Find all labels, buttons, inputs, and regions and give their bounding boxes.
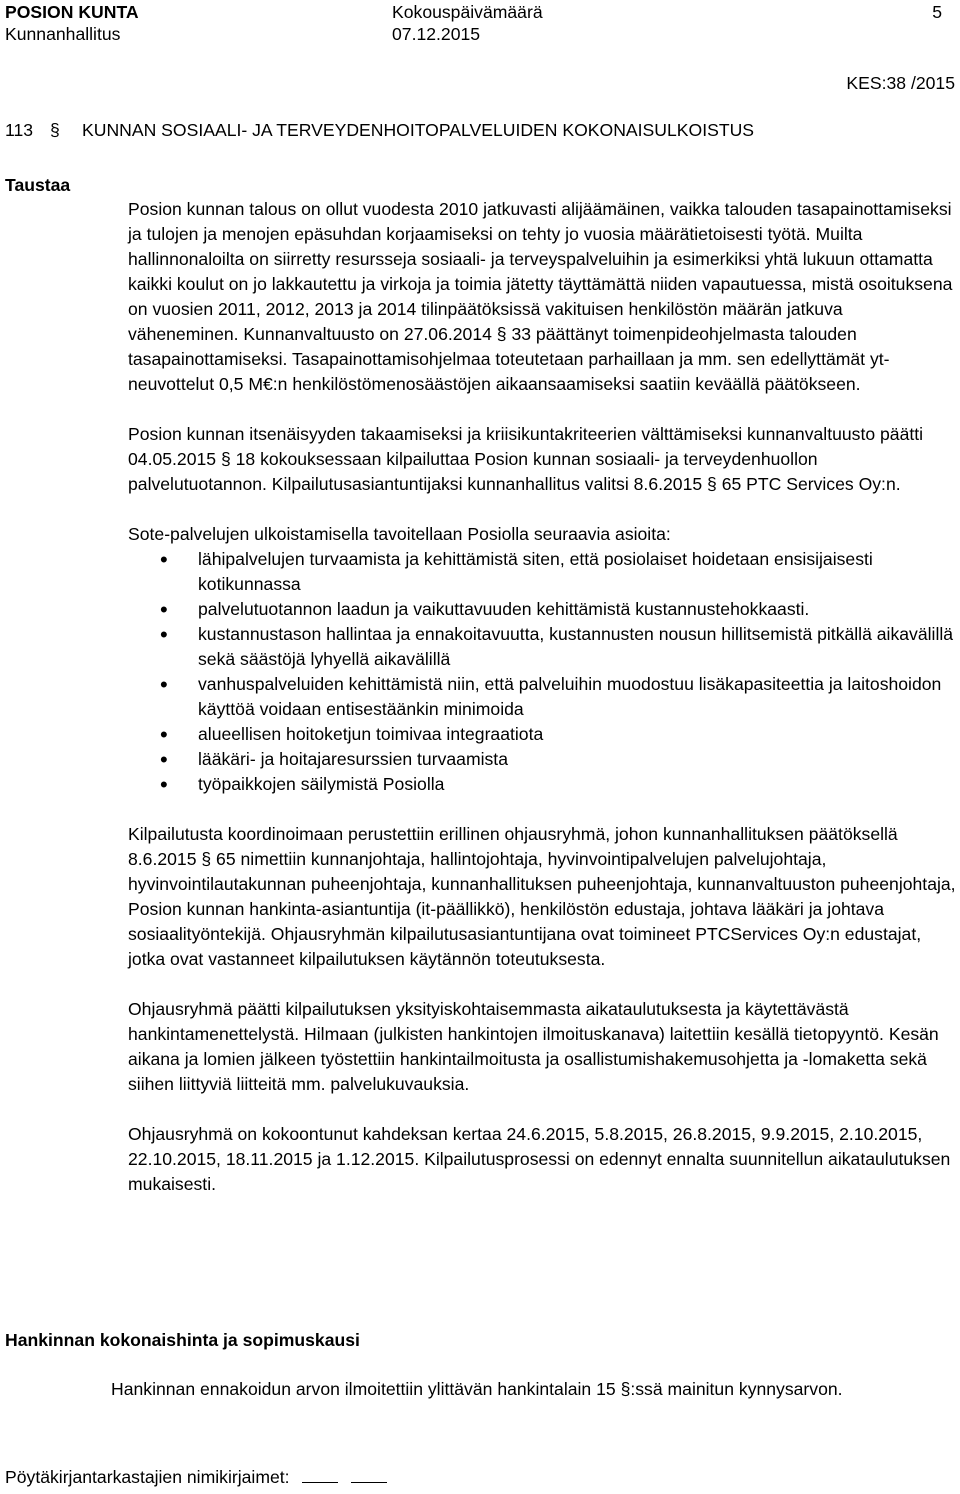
paragraph-schedule: Ohjausryhmä päätti kilpailutuksen yksityiskohtaisemmasta aikataulutuksesta ja käytettävästä hankintamenettelystä. Hilmaan (julkisten hankintojen ilmoituskanava) laitettiin kesällä tietopyyntö. Kesän aikana ja lomien jälkeen työstettiin hankintailmoitusta ja osallistumishakemusohjetta ja -lomaketta sekä siihen liittyviä liitteitä mm. palvelukuvauksia.: [128, 999, 939, 1094]
paragraph-finances: Posion kunnan talous on ollut vuodesta 2010 jatkuvasti alijäämäinen, vaikka talouden tasapainottamiseksi ja tulojen ja menojen epäsuhdan korjaamiseksi on tehty jo vuosia määrätietoisesti työtä. Muilta hallinnonaloilta on siirretty resursseja sosiaali- ja terveyspalveluihin ja esimerkiksi yhtä lukuun ottamatta kaikki koulut on jo lakkautettu ja virkoja ja toimia jätetty täyttämättä niiden vapautuessa, mistä osoituksena on vuosien 2011, 2012, 2013 ja 2014 tilinpäätöksissä vakituisen henkilöstön määrän jatkuva väheneminen. Kunnanvaltuusto on 27.06.2014 § 33 päättänyt toimenpideohjelmasta talouden tasapainottamiseksi. Tasapainottamisohjelmaa toteutetaan parhaillaan ja mm. sen edellyttämät yt-neuvottelut 0,5 M€:n henkilöstömenosäästöjen aikaansaamiseksi saatiin keväällä päätökseen.: [128, 199, 953, 394]
paragraph-steering-group: Kilpailutusta koordinoimaan perustettiin erillinen ohjausryhmä, johon kunnanhallituksen päätöksellä 8.6.2015 § 65 nimettiin kunnanjohtaja, hallintojohtaja, hyvinvointipalvelujen palvelujohtaja, hyvinvointilautakunnan puheenjohtaja, kunnanhallituksen puheenjohtaja, kunnanvaltuuston puheenjohtaja, Posion kunnan hankinta-asiantuntija (it-päällikkö), henkilöstön edustaja, johtava lääkäri ja johtava sosiaalityöntekijä. Ohjausryhmän kilpailutusasiantuntijana ovat toimineet PTCServices Oy:n edustajat, jotka ovat vastanneet kilpailutuksen käytännön toteutuksesta.: [128, 824, 956, 969]
subsection-body: Hankinnan ennakoidun arvon ilmoitettiin ylittävän hankintalain 15 §:ssä mainitun kynnysarvon.: [111, 1379, 843, 1399]
list-item: • lääkäri- ja hoitajaresurssien turvaamista: [128, 747, 958, 772]
meeting-date-label: Kokouspäivämäärä: [392, 2, 543, 22]
body-name: Kunnanhallitus: [5, 24, 121, 44]
page-header: [5, 0, 942, 50]
paragraph-meetings: Ohjausryhmä on kokoontunut kahdeksan kertaa 24.6.2015, 5.8.2015, 26.8.2015, 9.9.2015, 2.10.2015, 22.10.2015, 18.11.2015 ja 1.12.2015. Kilpailutusprosessi on edennyt ennalta suunnitellun aikataulutuksen mukaisesti.: [128, 1124, 951, 1194]
section-title: KUNNAN SOSIAALI- JA TERVEYDENHOITOPALVELUIDEN KOKONAISULKOISTUS: [82, 120, 755, 140]
organization-name: POSION KUNTA: [5, 2, 139, 22]
list-item: • kustannustason hallintaa ja ennakoitavuutta, kustannusten nousun hillitsemistä pitkällä aikavälillä sekä säästöjä lyhyellä aikavälillä: [128, 622, 958, 672]
page-footer: [5, 1465, 387, 1490]
main-body: [128, 197, 958, 1222]
initials-line: [351, 1468, 387, 1483]
list-item: • alueellisen hoitoketjun toimivaa integraatiota: [128, 722, 958, 747]
background-label: Taustaa: [5, 175, 71, 195]
list-item: • lähipalvelujen turvaamista ja kehittämistä siten, että posiolaiset hoidetaan ensisijaisesti kotikunnassa: [128, 547, 958, 597]
list-item: • palvelutuotannon laadun ja vaikuttavuuden kehittämistä kustannustehokkaasti.: [128, 597, 958, 622]
list-item: • vanhuspalveluiden kehittämistä niin, että palveluihin muodostuu lisäkapasiteettia ja laitoshoidon käyttöä voidaan entisestäänkin minimoida: [128, 672, 958, 722]
list-item: • työpaikkojen säilymistä Posiolla: [128, 772, 958, 797]
reference-number: KES:38 /2015: [846, 73, 955, 93]
goals-list: [128, 547, 958, 797]
paragraph-decision: Posion kunnan itsenäisyyden takaamiseksi ja kriisikuntakriteerien välttämiseksi kunnanvaltuusto päätti 04.05.2015 § 18 kokouksessaan kilpailuttaa Posion kunnan sosiaali- ja terveydenhuollon palvelutuotannon. Kilpailutusasiantuntijaksi kunnanhallitus valitsi 8.6.2015 § 65 PTC Services Oy:n.: [128, 424, 924, 494]
page-number: 5: [932, 2, 942, 22]
section-heading: [5, 118, 754, 143]
footer-label: Pöytäkirjantarkastajien nimikirjaimet:: [5, 1467, 290, 1487]
subsection-heading: Hankinnan kokonaishinta ja sopimuskausi: [5, 1330, 360, 1350]
paragraph-goals-intro: Sote-palvelujen ulkoistamisella tavoitellaan Posiolla seuraavia asioita:: [128, 524, 671, 544]
section-mark: §: [50, 120, 60, 140]
section-number: 113: [5, 120, 34, 140]
initials-line: [302, 1468, 338, 1483]
meeting-date: 07.12.2015: [392, 24, 481, 44]
